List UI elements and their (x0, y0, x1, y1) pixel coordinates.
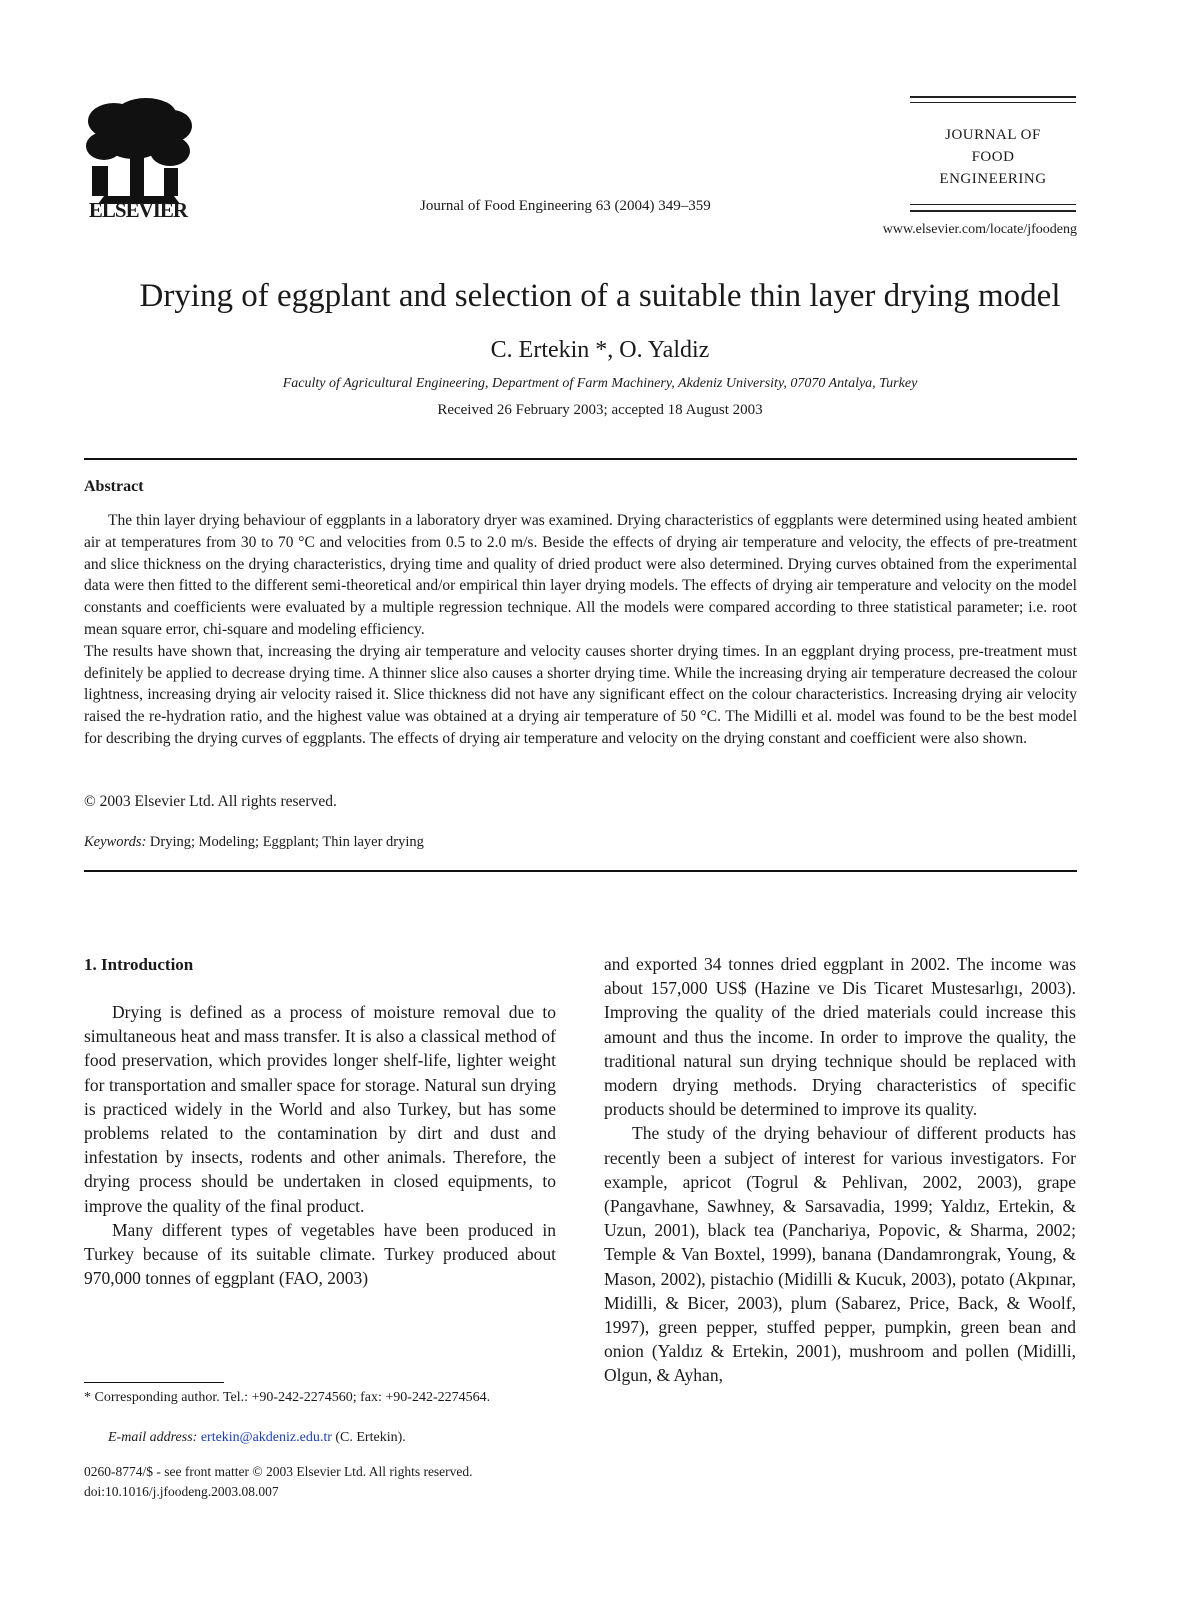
journal-name: JOURNAL OF FOOD ENGINEERING (939, 127, 1047, 187)
abstract-copyright: © 2003 Elsevier Ltd. All rights reserved. (84, 793, 337, 810)
email-link[interactable]: ertekin@akdeniz.edu.tr (200, 1430, 332, 1445)
abstract-heading: Abstract (84, 478, 144, 495)
abstract-paragraph: The results have shown that, increasing the drying air temperature and velocity causes shorter drying times. In an eggplant drying process, pre-treatment must definitely be applied to decrease drying time. A thinner slice also causes a shorter drying time. While the increasing drying air temperature decreased the colour lightness, increasing drying air velocity raised it. Slice thickness did not have any significant effect on the colour characteristics. Increasing drying air velocity raised the re-hydration ratio, and the highest value was obtained at a drying air temperature of 50 °C. The Midilli et al. model was found to be the best model for describing the drying curves of eggplants. The effects of drying air temperature and velocity on the drying constant and coefficient were also shown. (84, 642, 1077, 747)
author-affiliation: Faculty of Agricultural Engineering, Department of Farm Machinery, Akdeniz University, 07070 Antalya, Turkey (282, 376, 918, 391)
body-paragraph: Many different types of vegetables have been produced in Turkey because of its suitable climate. Turkey produced about 970,000 tonnes of eggplant (FAO, 2003) (84, 1219, 556, 1289)
abstract-body (84, 510, 1077, 750)
left-column (84, 1000, 556, 1290)
email-suffix: (C. Ertekin). (331, 1430, 406, 1445)
abstract-bottom-rule (84, 870, 1077, 872)
publisher-name: ELSEVIER (88, 198, 188, 222)
abstract-top-rule (84, 458, 1077, 460)
body-paragraph: The study of the drying behaviour of different products has recently been a subject of interest for various investigators. For example, apricot (Togrul & Pehlivan, 2002, 2003), grape (Pangavhane, Sawhney, & Sarsavadia, 1999; Yaldız, Ertekin, & Uzun, 2001), black tea (Panchariya, Popovic, & Sharma, 2002; Temple & Van Boxtel, 1999), banana (Dandamrongrak, Young, & Mason, 2002), pistachio (Midilli & Kucuk, 2003), potato (Akpınar, Midilli, & Bicer, 2003), plum (Sabarez, Price, Back, & Woolf, 1997), green pepper, stuffed pepper, pumpkin, green bean and onion (Yaldız & Ertekin, 2001), mushroom and pollen (Midilli, Olgun, & Ayhan, (604, 1123, 1076, 1386)
received-dates: Received 26 February 2003; accepted 18 August 2003 (437, 402, 763, 418)
body-paragraph: Drying is defined as a process of moisture removal due to simultaneous heat and mass transfer. It is also a classical method of food preservation, which provides longer shelf-life, lighter weight for transportation and smaller space for storage. Natural sun drying is practiced widely in the World and also Turkey, but has some problems related to the contamination by dirt and dust and infestation by insects, rodents and other animals. Therefore, the drying process should be undertaken in closed equipments, to improve the quality of the final product. (84, 1002, 556, 1216)
footnote-rule (84, 1382, 224, 1383)
corresponding-author-note: * Corresponding author. Tel.: +90-242-2274560; fax: +90-242-2274564. (84, 1390, 491, 1405)
article-title: Drying of eggplant and selection of a suitable thin layer drying model (139, 278, 1061, 314)
journal-title-box (910, 96, 1076, 216)
journal-citation: Journal of Food Engineering 63 (2004) 349–359 (420, 198, 711, 214)
body-paragraph: and exported 34 tonnes dried eggplant in 2002. The income was about 157,000 US$ (Hazine ve Dis Ticaret Mustesarlıgı, 2003). Improving the quality of the dried materials could increase this amount and thus the income. In order to improve the quality, the traditional natural sun drying technique should be replaced with modern drying methods. Drying characteristics of specific products should be determined to improve its quality. (604, 954, 1076, 1120)
section-heading: 1. Introduction (84, 955, 194, 974)
right-column (604, 952, 1076, 1388)
article-authors: C. Ertekin *, O. Yaldiz (490, 337, 710, 363)
doi-line[interactable]: doi:10.1016/j.jfoodeng.2003.08.007 (84, 1484, 279, 1499)
front-matter (84, 1462, 574, 1502)
journal-url-link[interactable]: www.elsevier.com/locate/jfoodeng (882, 222, 1077, 237)
email-note (84, 1428, 556, 1447)
keywords-label: Keywords: (84, 834, 147, 850)
keywords-list: Drying; Modeling; Eggplant; Thin layer drying (149, 834, 424, 850)
keywords-line (84, 834, 424, 851)
abstract-paragraph: The thin layer drying behaviour of eggplants in a laboratory dryer was examined. Drying characteristics of eggplants were determined using heated ambient air at temperatures from 30 to 70 °C and velocities from 0.5 to 2.0 m/s. Beside the effects of drying air temperature and velocity, the effects of pre-treatment and slice thickness on the drying characteristics, drying time and quality of dried product were also determined. Drying curves obtained from the experimental data were then fitted to the different semi-theoretical and/or empirical thin layer drying models. The effects of drying air temperature and velocity on the model constants and coefficients were evaluated by a multiple regression technique. All the models were compared according to three statistical parameter; i.e. root mean square error, chi-square and modeling efficiency. (84, 512, 1077, 638)
email-label: E-mail address: (108, 1430, 198, 1445)
issn-line: 0260-8774/$ - see front matter © 2003 Elsevier Ltd. All rights reserved. (84, 1464, 473, 1479)
